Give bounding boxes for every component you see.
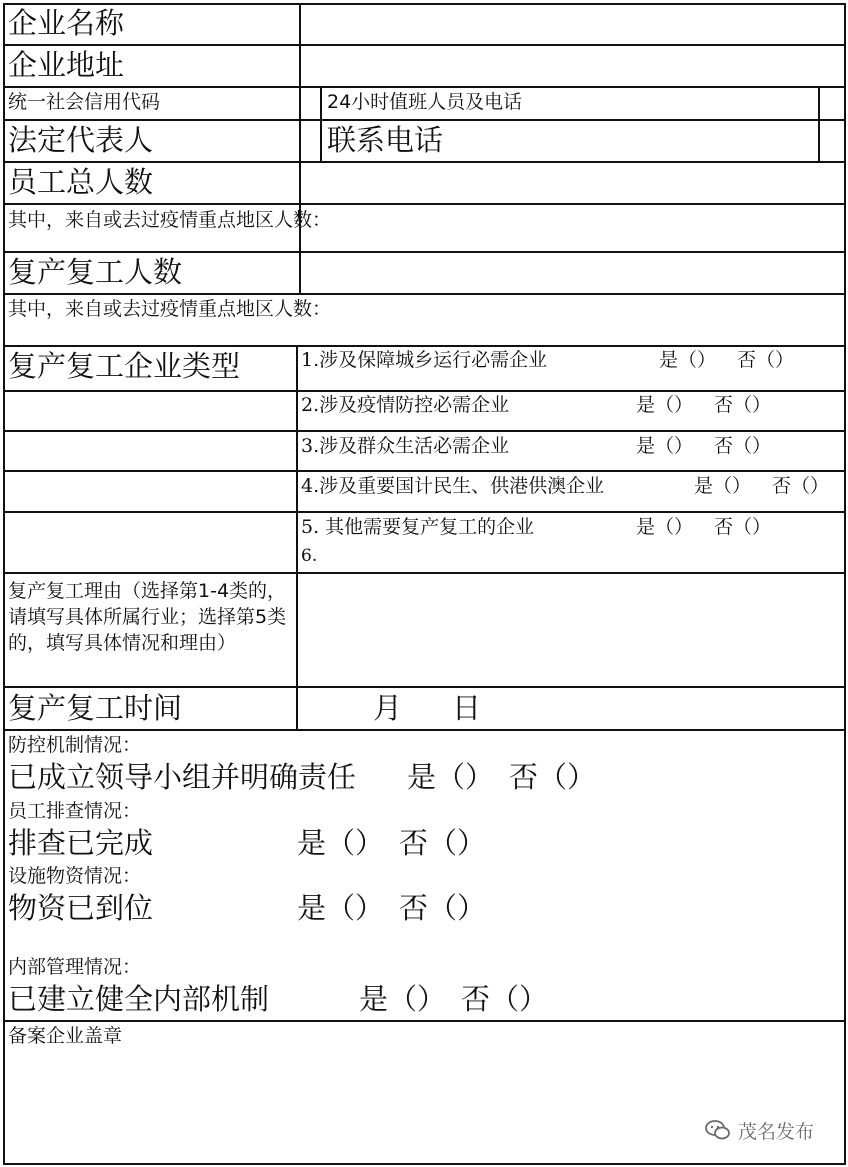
day-label: 日 xyxy=(452,691,482,725)
screening-item: 排查已完成 xyxy=(8,826,154,860)
internal-label: 内部管理情况： xyxy=(8,956,142,978)
prevention-yes[interactable]: 是（） xyxy=(407,760,495,794)
company-type-label: 复产复工企业类型 xyxy=(8,349,241,383)
company-address-label: 企业地址 xyxy=(8,48,125,82)
supplies-label: 设施物资情况： xyxy=(8,865,142,887)
supplies-item: 物资已到位 xyxy=(8,891,154,925)
type-option-1: 1.涉及保障城乡运行必需企业 xyxy=(301,349,548,371)
type-option-2: 2.涉及疫情防控必需企业 xyxy=(301,394,510,416)
type-1-no[interactable]: 否（） xyxy=(737,349,795,371)
internal-yes[interactable]: 是（） xyxy=(359,982,447,1016)
resume-time-label: 复产复工时间 xyxy=(8,691,183,725)
type-option-3: 3.涉及群众生活必需企业 xyxy=(301,435,510,457)
screening-no[interactable]: 否（） xyxy=(399,826,487,860)
screening-yes[interactable]: 是（） xyxy=(297,826,385,860)
supplies-no[interactable]: 否（） xyxy=(399,891,487,925)
internal-no[interactable]: 否（） xyxy=(461,982,549,1016)
prevention-item: 已成立领导小组并明确责任 xyxy=(8,760,357,794)
month-label: 月 xyxy=(373,691,403,725)
type-5-yes[interactable]: 是（） xyxy=(636,516,694,538)
contact-phone-label: 联系电话 xyxy=(327,123,444,157)
key-area-count-label: 其中，来自或去过疫情重点地区人数： xyxy=(8,209,332,231)
resume-staff-label: 复产复工人数 xyxy=(8,255,183,289)
internal-item: 已建立健全内部机制 xyxy=(8,982,270,1016)
type-3-yes[interactable]: 是（） xyxy=(636,435,694,457)
type-option-4: 4.涉及重要国计民生、供港供澳企业 xyxy=(301,475,605,497)
duty-contact-label: 24小时值班人员及电话 xyxy=(327,91,523,113)
legal-rep-label: 法定代表人 xyxy=(8,123,154,157)
prevention-label: 防控机制情况： xyxy=(8,734,142,756)
type-option-6: 6. xyxy=(301,546,318,566)
key-area-count-label-2: 其中，来自或去过疫情重点地区人数： xyxy=(8,298,332,320)
supplies-yes[interactable]: 是（） xyxy=(297,891,385,925)
type-4-yes[interactable]: 是（） xyxy=(694,475,752,497)
credit-code-label: 统一社会信用代码 xyxy=(8,91,161,113)
total-staff-label: 员工总人数 xyxy=(8,165,154,199)
type-1-yes[interactable]: 是（） xyxy=(659,349,717,371)
company-name-label: 企业名称 xyxy=(8,6,125,40)
screening-label: 员工排查情况： xyxy=(8,800,142,822)
type-option-5: 5. 其他需要复产复工的企业 xyxy=(301,516,535,538)
type-3-no[interactable]: 否（） xyxy=(714,435,772,457)
prevention-no[interactable]: 否（） xyxy=(509,760,597,794)
wechat-icon xyxy=(704,1118,732,1142)
type-2-no[interactable]: 否（） xyxy=(714,394,772,416)
watermark-text: 茂名发布 xyxy=(738,1121,815,1143)
type-5-no[interactable]: 否（） xyxy=(714,516,772,538)
resume-reason-label: 复产复工理由（选择第1-4类的，请填写具体所属行业；选择第5类的，填写具体情况和理由） xyxy=(8,580,287,654)
type-4-no[interactable]: 否（） xyxy=(772,475,830,497)
seal-label: 备案企业盖章 xyxy=(8,1025,123,1047)
type-2-yes[interactable]: 是（） xyxy=(636,394,694,416)
